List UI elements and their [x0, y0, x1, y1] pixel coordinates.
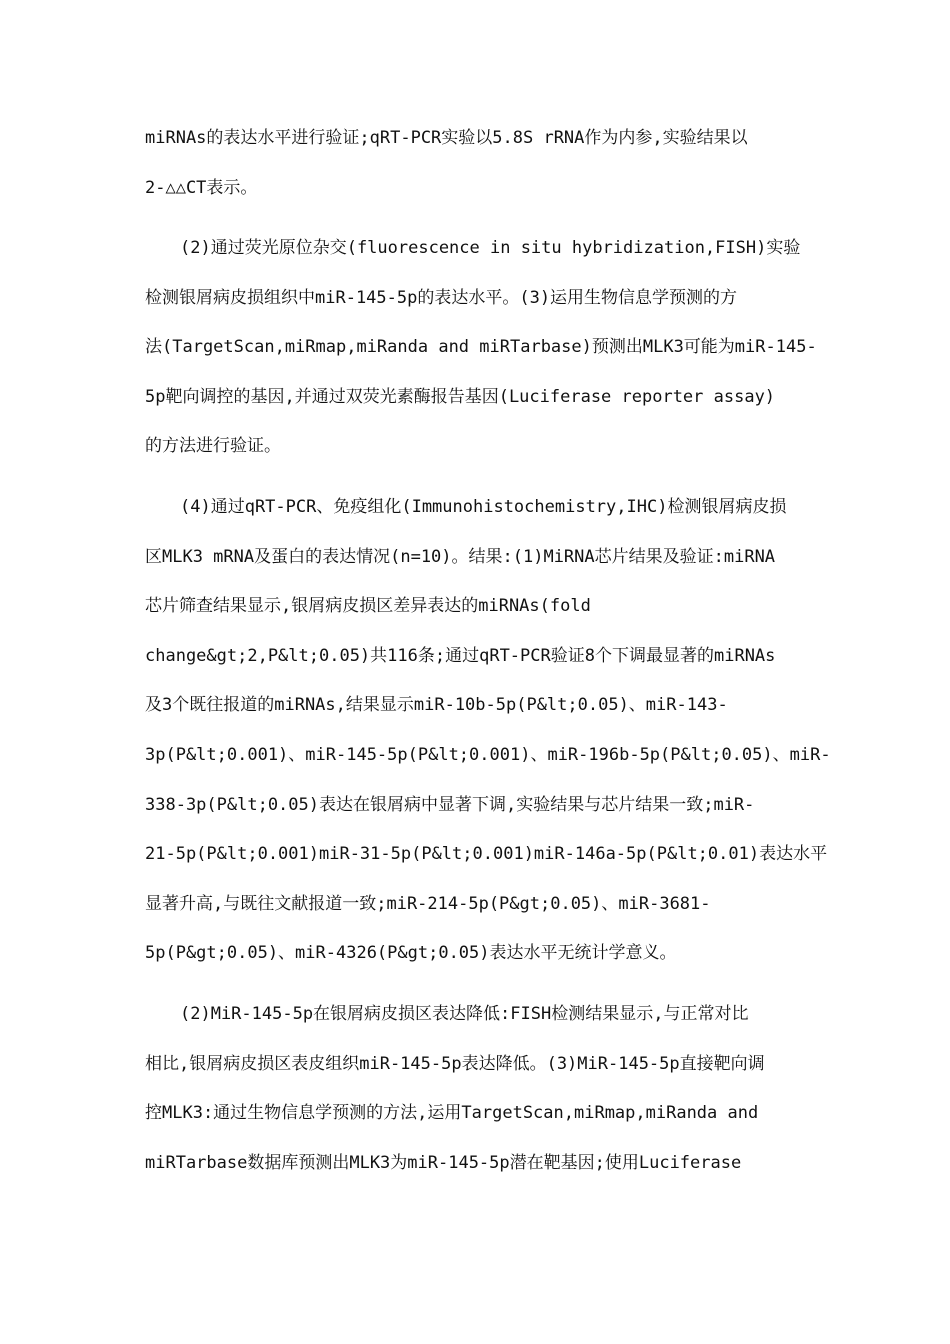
text-line: 芯片筛查结果显示,银屑病皮损区差异表达的miRNAs(fold	[145, 596, 591, 616]
text-line: change&gt;2,P&lt;0.05)共116条;通过qRT-PCR验证8个下调最显著的miRNAs	[145, 646, 776, 666]
text-line: 5p(P&gt;0.05)、miR-4326(P&gt;0.05)表达水平无统计学意义。	[145, 943, 677, 963]
text-line: miRNAs的表达水平进行验证;qRT-PCR实验以5.8S rRNA作为内参,实验结果以	[145, 128, 748, 148]
text-line: miRTarbase数据库预测出MLK3为miR-145-5p潜在靶基因;使用Luciferase	[145, 1153, 742, 1173]
text-line: 检测银屑病皮损组织中miR-145-5p的表达水平。(3)运用生物信息学预测的方	[145, 288, 738, 308]
text-line: 21-5p(P&lt;0.001)miR-31-5p(P&lt;0.001)miR-146a-5p(P&lt;0.01)表达水平	[145, 844, 828, 864]
text-line: 5p靶向调控的基因,并通过双荧光素酶报告基因(Luciferase reporter assay)	[145, 387, 776, 407]
text-line: 2-△△CT表示。	[145, 178, 258, 198]
text-line: 区MLK3 mRNA及蛋白的表达情况(n=10)。结果:(1)MiRNA芯片结果及验证:miRNA	[145, 547, 776, 567]
text-line: 显著升高,与既往文献报道一致;miR-214-5p(P&gt;0.05)、miR-3681-	[145, 894, 711, 914]
text-line: 338-3p(P&lt;0.05)表达在银屑病中显著下调,实验结果与芯片结果一致;miR-	[145, 795, 755, 815]
text-line: 控MLK3:通过生物信息学预测的方法,运用TargetScan,miRmap,miRanda and	[145, 1103, 759, 1123]
text-line: (2)通过荧光原位杂交(fluorescence in situ hybridization,FISH)实验	[180, 238, 801, 258]
text-line: (2)MiR-145-5p在银屑病皮损区表达降低:FISH检测结果显示,与正常对比	[180, 1004, 749, 1024]
text-line: (4)通过qRT-PCR、免疫组化(Immunohistochemistry,IHC)检测银屑病皮损	[180, 497, 787, 517]
text-line: 3p(P&lt;0.001)、miR-145-5p(P&lt;0.001)、miR-196b-5p(P&lt;0.05)、miR-	[145, 745, 831, 765]
text-line: 法(TargetScan,miRmap,miRanda and miRTarbase)预测出MLK3可能为miR-145-	[145, 337, 817, 357]
text-line: 的方法进行验证。	[145, 436, 281, 456]
text-line: 相比,银屑病皮损区表皮组织miR-145-5p表达降低。(3)MiR-145-5p直接靶向调	[145, 1054, 765, 1074]
text-line: 及3个既往报道的miRNAs,结果显示miR-10b-5p(P&lt;0.05)、miR-143-	[145, 695, 728, 715]
